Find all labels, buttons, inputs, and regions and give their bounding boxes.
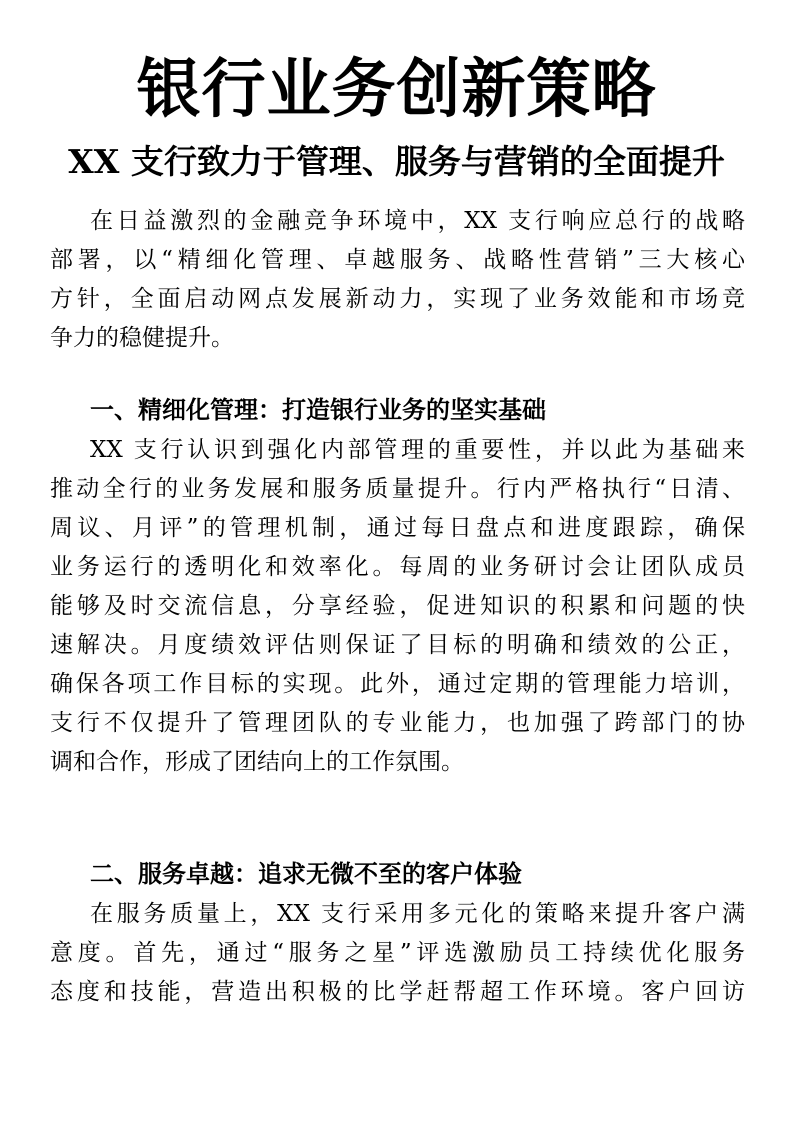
paragraph-line: 在服务质量上，XX 支行采用多元化的策略来提升客户满 (90, 901, 745, 927)
paragraph-line: 部署，以“精细化管理、卓越服务、战略性营销”三大核心 (50, 247, 745, 273)
paragraph-line: 推动全行的业务发展和服务质量提升。行内严格执行“日清、 (50, 476, 745, 502)
paragraph-line: 意度。首先，通过“服务之星”评选激励员工持续优化服务 (50, 940, 745, 966)
document-title: 银行业务创新策略 (136, 53, 657, 127)
paragraph-line: 业务运行的透明化和效率化。每周的业务研讨会让团队成员 (50, 554, 745, 580)
paragraph-line: 争力的稳健提升。 (50, 325, 234, 351)
intro-paragraph (50, 202, 745, 358)
paragraph-line: 支行不仅提升了管理团队的专业能力，也加强了跨部门的协 (50, 710, 745, 736)
paragraph-line: 在日益激烈的金融竞争环境中，XX 支行响应总行的战略 (90, 208, 745, 234)
section-1 (50, 389, 745, 782)
paragraph-line: 确保各项工作目标的实现。此外，通过定期的管理能力培训， (50, 671, 745, 697)
section-heading: 一、精细化管理：打造银行业务的坚实基础 (90, 396, 546, 424)
paragraph-line: 态度和技能，营造出积极的比学赶帮超工作环境。客户回访 (50, 979, 745, 1005)
paragraph-line: 能够及时交流信息，分享经验，促进知识的积累和问题的快 (50, 593, 745, 619)
section-heading: 二、服务卓越：追求无微不至的客户体验 (90, 860, 522, 888)
document-subtitle: XX 支行致力于管理、服务与营销的全面提升 (68, 142, 725, 181)
paragraph-line: XX 支行认识到强化内部管理的重要性，并以此为基础来 (90, 437, 745, 463)
paragraph-line: 速解决。月度绩效评估则保证了目标的明确和绩效的公正， (50, 632, 745, 658)
paragraph-line: 方针，全面启动网点发展新动力，实现了业务效能和市场竞 (50, 286, 745, 312)
paragraph-line: 周议、月评”的管理机制，通过每日盘点和进度跟踪，确保 (50, 515, 745, 541)
section-2 (50, 853, 745, 1012)
paragraph-line: 调和合作，形成了团结向上的工作氛围。 (50, 749, 464, 775)
